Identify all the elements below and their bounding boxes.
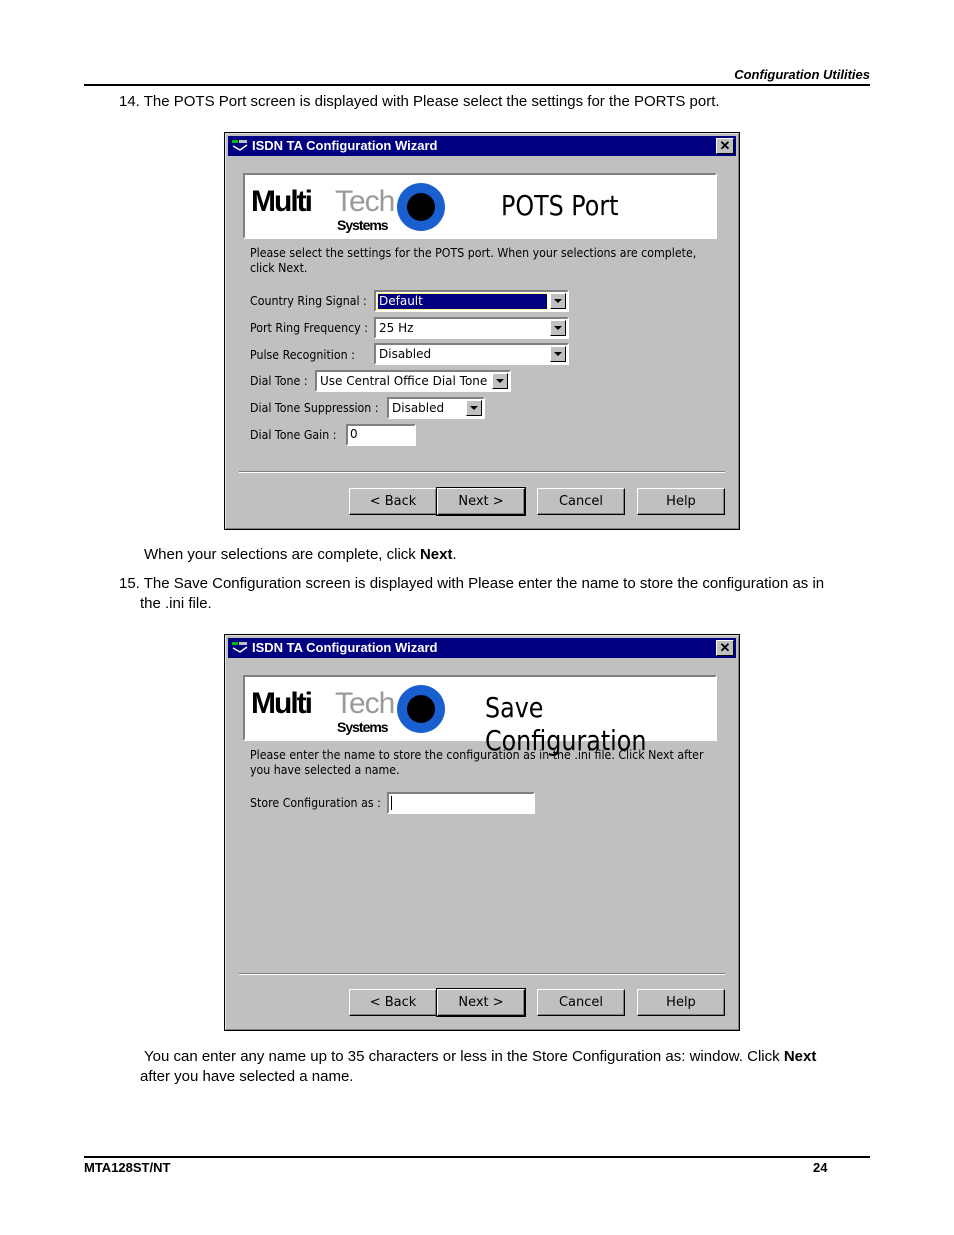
pulse-recognition-label: Pulse Recognition : <box>250 348 355 362</box>
divider <box>239 973 725 975</box>
after-step-15-line-2: after you have selected a name. <box>140 1068 354 1085</box>
chevron-down-icon[interactable] <box>550 293 566 309</box>
chevron-down-icon[interactable] <box>466 400 482 416</box>
banner-title: POTS Port <box>501 189 619 222</box>
back-button[interactable]: < Back <box>349 488 437 515</box>
dial-tone-value: Use Central Office Dial Tone <box>320 374 488 388</box>
dial-tone-label: Dial Tone : <box>250 374 308 388</box>
footer-rule <box>84 1156 870 1158</box>
dial-tone-suppression-value: Disabled <box>392 401 445 415</box>
banner-title: Save Configuration <box>485 691 647 757</box>
cancel-button[interactable]: Cancel <box>537 989 625 1016</box>
instructions-line-2: click Next. <box>250 261 308 275</box>
step-14-text: 14. The POTS Port screen is displayed with Please select the settings for the PORTS port. <box>119 93 720 110</box>
after-step-14-text: When your selections are complete, click Next. <box>144 546 457 563</box>
divider <box>239 471 725 473</box>
back-button[interactable]: < Back <box>349 989 437 1016</box>
instructions-line-1: Please select the settings for the POTS port. When your selections are complete, <box>250 246 697 260</box>
port-ring-frequency-select[interactable] <box>374 317 569 339</box>
step-15-line-1: 15. The Save Configuration screen is displayed with Please enter the name to store the configuration as in <box>119 575 825 592</box>
footer-model: MTA128ST/NT <box>84 1160 171 1175</box>
pots-port-dialog <box>224 132 740 530</box>
close-icon[interactable]: ✕ <box>716 640 734 656</box>
store-configuration-input[interactable] <box>387 792 535 814</box>
country-ring-signal-select[interactable] <box>374 290 569 312</box>
multitech-logo: Multi Tech Systems <box>251 683 451 735</box>
port-ring-frequency-value: 25 Hz <box>379 321 414 335</box>
chevron-down-icon[interactable] <box>550 320 566 336</box>
country-ring-signal-value: Default <box>378 294 547 309</box>
instructions-line-2: you have selected a name. <box>250 763 400 777</box>
help-button[interactable]: Help <box>637 488 725 515</box>
wizard-app-icon <box>231 138 249 153</box>
pulse-recognition-value: Disabled <box>379 347 432 361</box>
chevron-down-icon[interactable] <box>492 373 508 389</box>
dialog-title: ISDN TA Configuration Wizard <box>252 640 438 655</box>
header-rule <box>84 84 870 86</box>
text-caret <box>391 796 392 810</box>
multitech-logo: Multi Tech Systems <box>251 181 451 233</box>
dial-tone-suppression-select[interactable] <box>387 397 485 419</box>
next-button[interactable]: Next > <box>437 488 525 515</box>
after-step-15-line-1: You can enter any name up to 35 characters or less in the Store Configuration as: window. Click Next <box>144 1048 817 1065</box>
pulse-recognition-select[interactable] <box>374 343 569 365</box>
help-button[interactable]: Help <box>637 989 725 1016</box>
page-number: 24 <box>813 1160 828 1175</box>
dial-tone-gain-label: Dial Tone Gain : <box>250 428 337 442</box>
section-title: Configuration Utilities <box>734 67 870 82</box>
chevron-down-icon[interactable] <box>550 346 566 362</box>
instructions-line-1: Please enter the name to store the configuration as in the .ini file. Click Next after <box>250 748 704 762</box>
wizard-banner <box>243 173 717 239</box>
wizard-app-icon <box>231 640 249 655</box>
store-configuration-label: Store Configuration as : <box>250 796 381 810</box>
step-15-line-2: the .ini file. <box>140 595 212 612</box>
dialog-title: ISDN TA Configuration Wizard <box>252 138 438 153</box>
next-button[interactable]: Next > <box>437 989 525 1016</box>
logo-globe-icon <box>397 183 445 231</box>
dialog-titlebar <box>228 136 736 156</box>
close-icon[interactable]: ✕ <box>716 138 734 154</box>
country-ring-signal-label: Country Ring Signal : <box>250 294 367 308</box>
save-configuration-dialog <box>224 634 740 1031</box>
dialog-titlebar <box>228 638 736 658</box>
logo-globe-icon <box>397 685 445 733</box>
dial-tone-gain-input[interactable]: 0 <box>346 424 416 446</box>
cancel-button[interactable]: Cancel <box>537 488 625 515</box>
dial-tone-suppression-label: Dial Tone Suppression : <box>250 401 379 415</box>
dial-tone-select[interactable] <box>315 370 511 392</box>
port-ring-frequency-label: Port Ring Frequency : <box>250 321 368 335</box>
